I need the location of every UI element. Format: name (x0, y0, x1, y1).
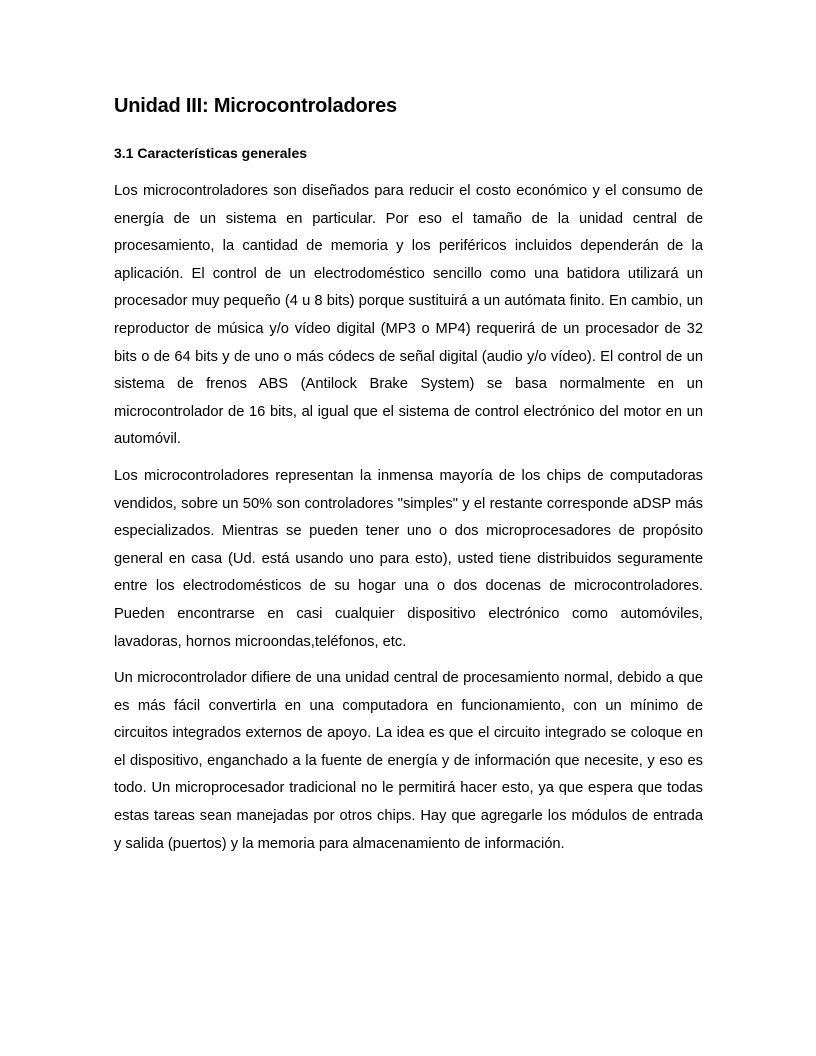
paragraph-1: Los microcontroladores son diseñados para reducir el costo económico y el consumo de energía de un sistema en particular. Por eso el tamaño de la unidad central de procesamiento, la cantidad de memoria y los periféricos incluidos dependerán de la aplicación. El control de un electrodoméstico sencillo como una batidora utilizará un procesador muy pequeño (4 u 8 bits) porque sustituirá a un autómata finito. En cambio, un reproductor de música y/o vídeo digital (MP3 o MP4) requerirá de un procesador de 32 bits o de 64 bits y de uno o más códecs de señal digital (audio y/o vídeo). El control de un sistema de frenos ABS (Antilock Brake System) se basa normalmente en un microcontrolador de 16 bits, al igual que el sistema de control electrónico del motor en un automóvil. (114, 183, 703, 448)
page-title: Unidad III: Microcontroladores (114, 95, 397, 117)
section-heading: 3.1 Características generales (114, 145, 308, 161)
paragraph-3: Un microcontrolador difiere de una unidad central de procesamiento normal, debido a que es más fácil convertirla en una computadora en funcionamiento, con un mínimo de circuitos integrados externos de apoyo. La idea es que el circuito integrado se coloque en el dispositivo, enganchado a la fuente de energía y de información que necesite, y eso es todo. Un microprocesador tradicional no le permitirá hacer esto, ya que espera que todas estas tareas sean manejadas por otros chips. Hay que agregarle los módulos de entrada y salida (puertos) y la memoria para almacenamiento de información. (114, 670, 703, 852)
paragraph-2: Los microcontroladores representan la inmensa mayoría de los chips de computadoras vendidos, sobre un 50% son controladores "simples" y el restante corresponde aDSP más especializados. Mientras se pueden tener uno o dos microprocesadores de propósito general en casa (Ud. está usando uno para esto), usted tiene distribuidos seguramente entre los electrodomésticos de su hogar una o dos docenas de microcontroladores. Pueden encontrarse en casi cualquier dispositivo electrónico como automóviles, lavadoras, hornos microondas,teléfonos, etc. (114, 467, 703, 650)
document-body (114, 92, 703, 858)
